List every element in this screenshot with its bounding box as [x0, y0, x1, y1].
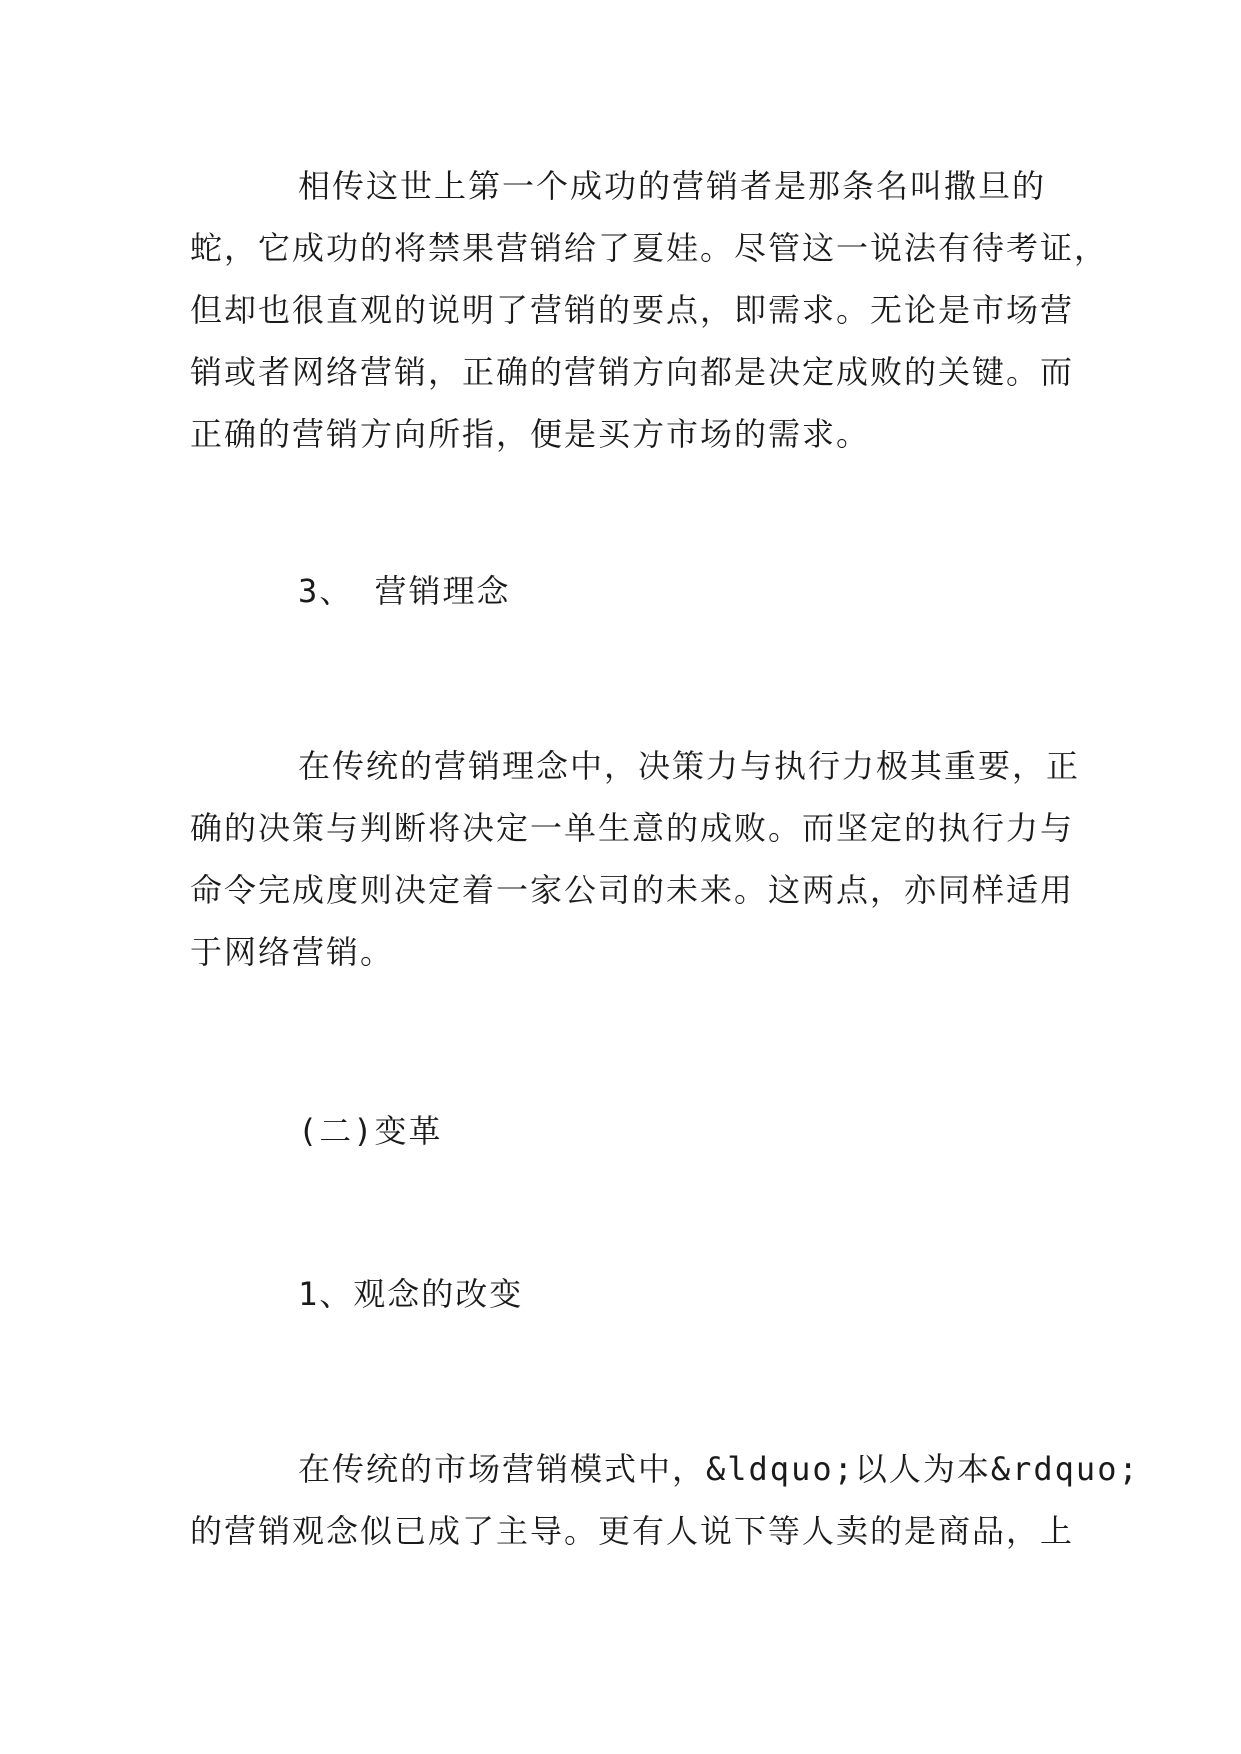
paragraph-line: 确的决策与判断将决定一单生意的成败。而坚定的执行力与: [190, 809, 1075, 847]
heading-marketing-concept: 3、 营销理念: [298, 572, 511, 610]
paragraph-change-of-concept: [190, 1438, 1140, 1562]
paragraph-line: 蛇，它成功的将禁果营销给了夏娃。尽管这一说法有待考证，: [190, 229, 1109, 267]
paragraph-line: 在传统的市场营销模式中，&ldquo;以人为本&rdquo;: [298, 1450, 1140, 1488]
paragraph-line: 销或者网络营销，正确的营销方向都是决定成败的关键。而: [190, 353, 1075, 391]
paragraph-line: 的营销观念似已成了主导。更有人说下等人卖的是商品，上: [190, 1512, 1075, 1550]
paragraph-line: 于网络营销。: [190, 933, 395, 971]
paragraph-line: 在传统的营销理念中，决策力与执行力极其重要，正: [298, 747, 1081, 785]
paragraph-line: 正确的营销方向所指，便是买方市场的需求。: [190, 415, 871, 453]
heading-change-of-concept: 1、观念的改变: [298, 1275, 524, 1313]
paragraph-origin-of-marketing: [190, 155, 1109, 465]
paragraph-marketing-concept: [190, 735, 1081, 983]
paragraph-line: 相传这世上第一个成功的营销者是那条名叫撒旦的: [298, 167, 1047, 205]
paragraph-line: 但却也很直观的说明了营销的要点，即需求。无论是市场营: [190, 291, 1075, 329]
paragraph-line: 命令完成度则决定着一家公司的未来。这两点，亦同样适用: [190, 871, 1075, 909]
section-heading-change: (二)变革: [298, 1112, 443, 1150]
